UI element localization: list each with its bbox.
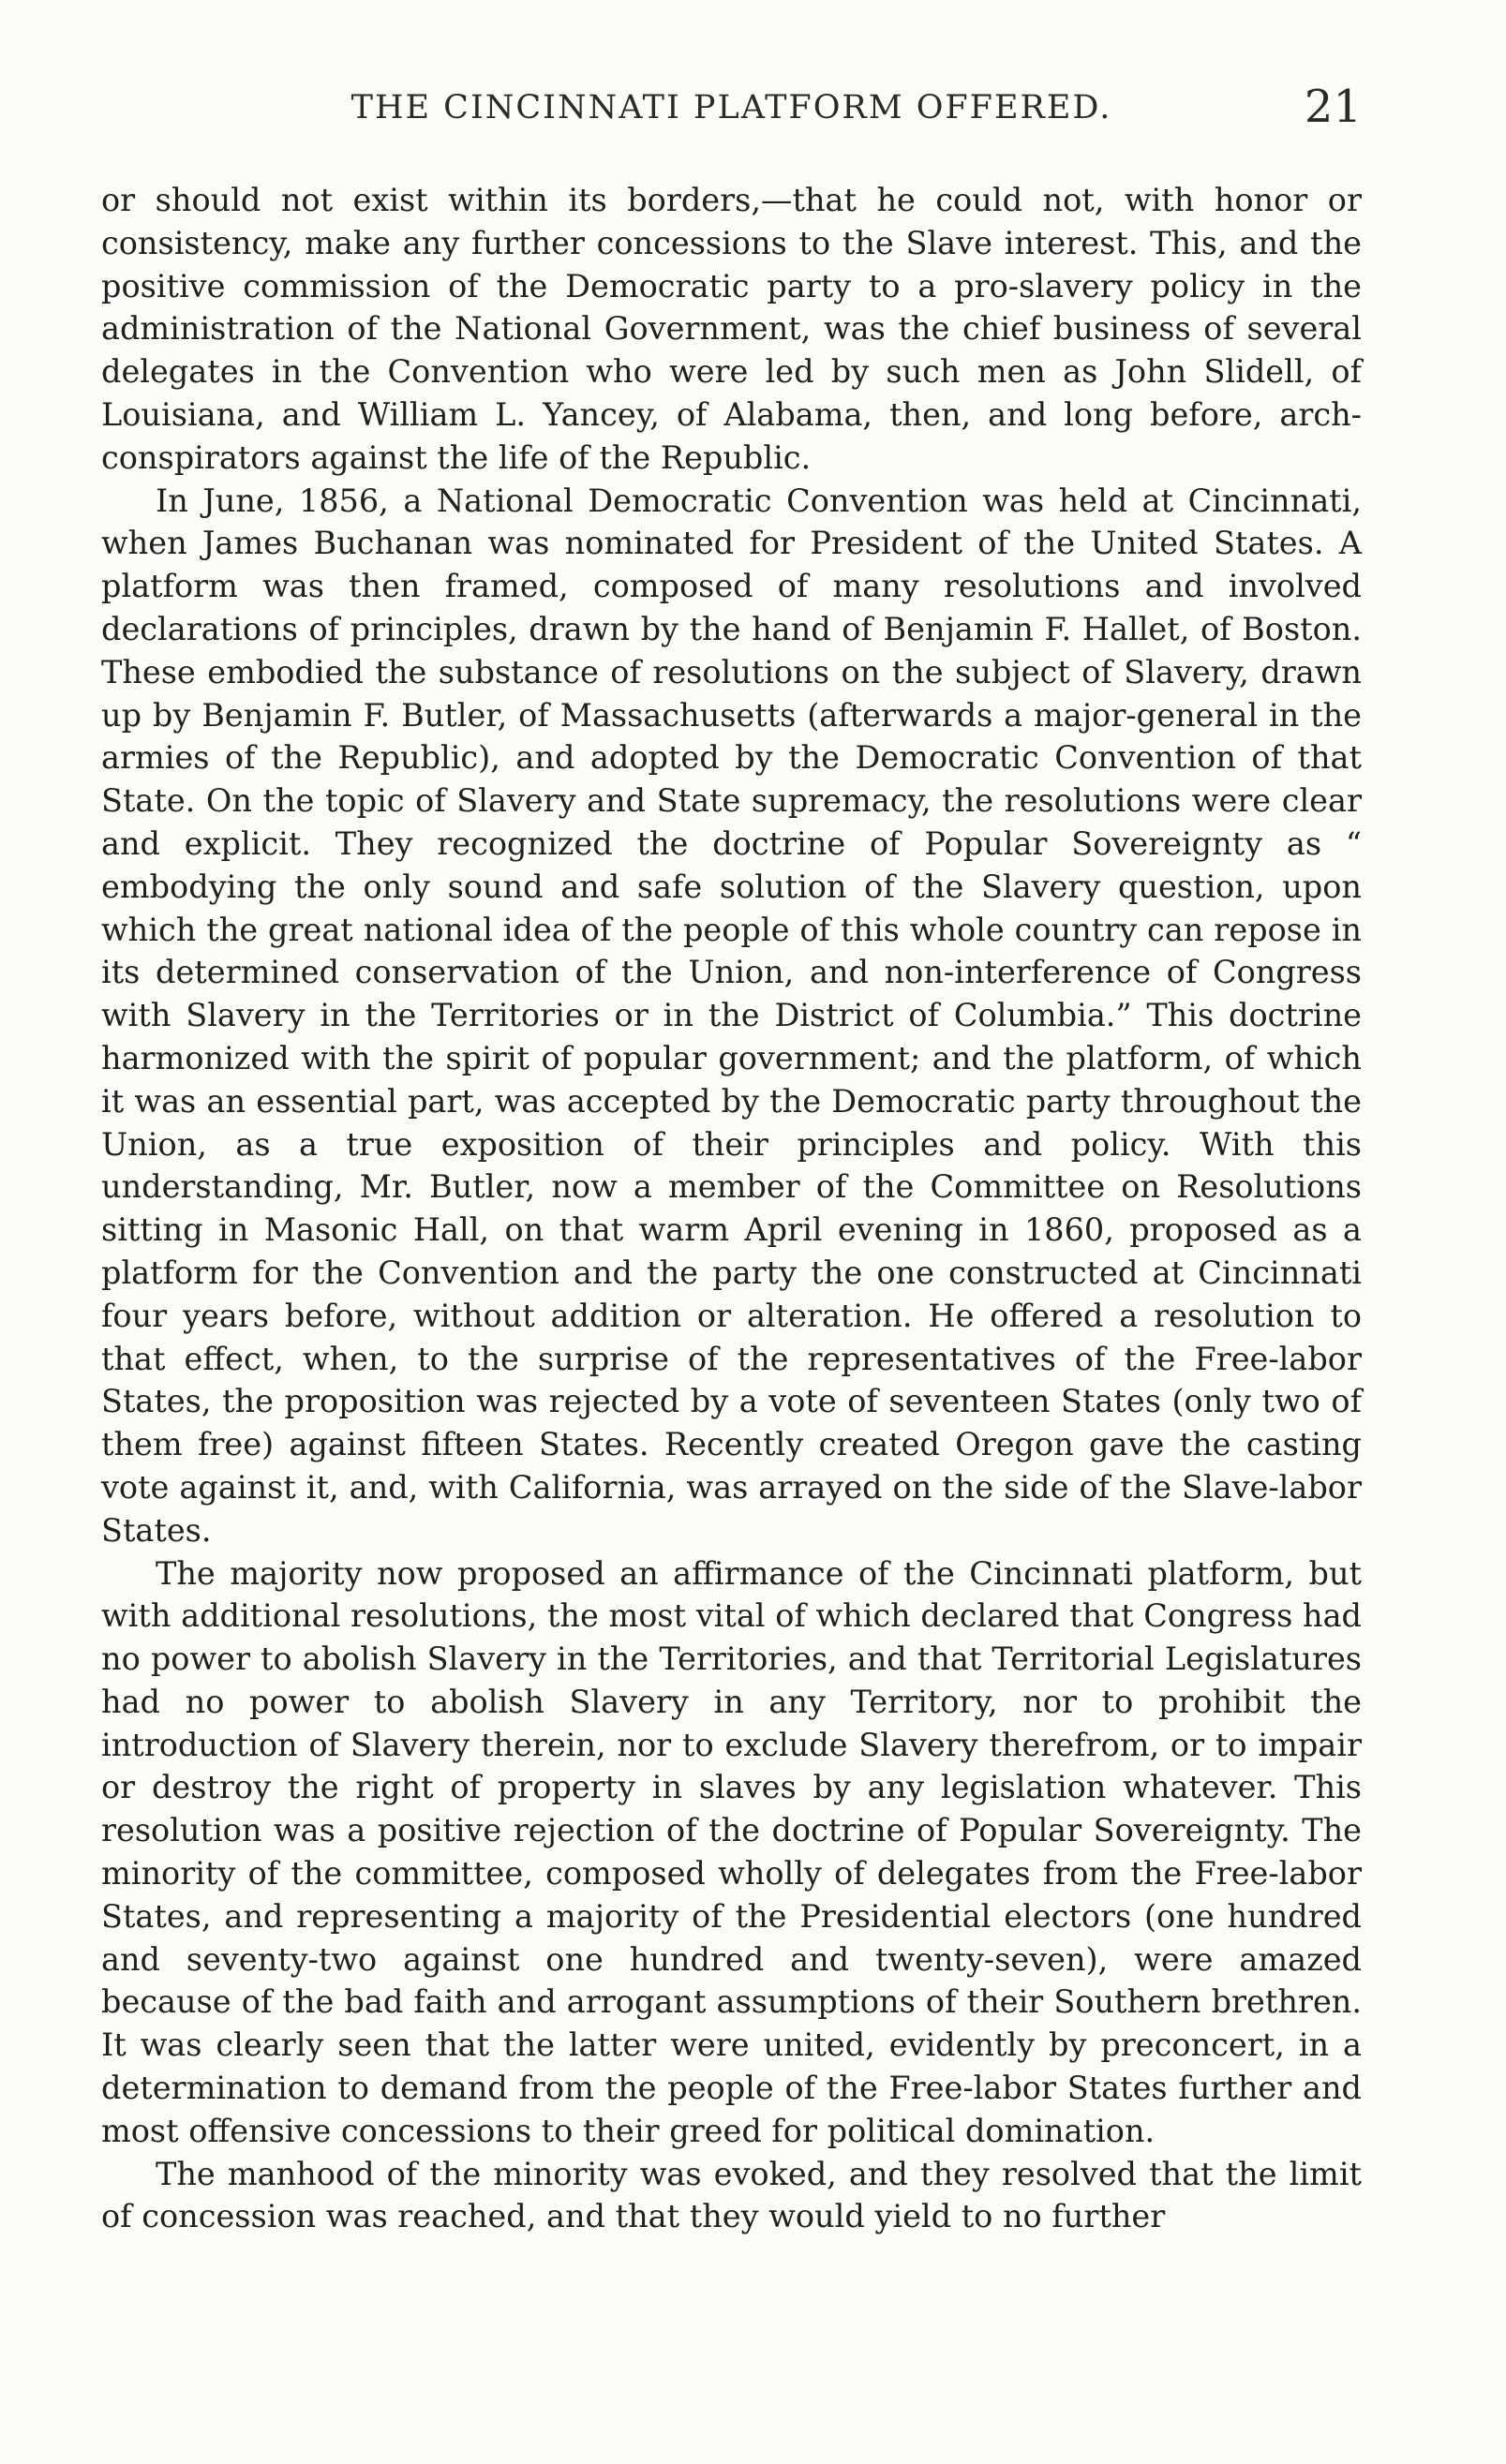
body-text — [101, 179, 1362, 2238]
paragraph-majority-proposal: The majority now proposed an affirmance of the Cincinnati platform, but with additional resolutions, the most vital of which declared that Congress had no power to abolish Slavery in the Territories, and that Territorial Legislatures had no power to abolish Slavery in any Territory, nor to prohibit the introduction of Slavery therein, nor to exclude Slavery therefrom, or to impair or destroy the right of property in slaves by any legislation whatever. This resolution was a positive rejection of the doctrine of Popular Sovereignty. The minority of the committee, composed wholly of delegates from the Free-labor States, and representing a majority of the Presidential electors (one hundred and seventy-two against one hundred and twenty-seven), were amazed because of the bad faith and arrogant assumptions of their Southern brethren. It was clearly seen that the latter were united, evidently by preconcert, in a determination to demand from the people of the Free-labor States further and most offensive concessions to their greed for political domination. — [101, 1554, 1362, 2149]
running-title: THE CINCINNATI PLATFORM OFFERED. — [350, 89, 1112, 126]
page-number: 21 — [1304, 81, 1362, 133]
running-head — [101, 81, 1362, 133]
paragraph-continuation: or should not exist within its borders,—that he could not, with honor or consistency, make any further concessions to the Slave interest. This, and the positive commission of the Democratic party to a pro-slavery policy in the administration of the National Government, was the chief business of several delegates in the Convention who were led by such men as John Slidell, of Louisiana, and William L. Yancey, of Alabama, then, and long before, arch-conspirators against the life of the Republic. — [101, 182, 1362, 476]
paragraph-cincinnati-convention: In June, 1856, a National Democratic Convention was held at Cincinnati, when James Buchanan was nominated for President of the United States. A platform was then framed, composed of many resolutions and involved declarations of principles, drawn by the hand of Benjamin F. Hallet, of Boston. These embodied the substance of resolutions on the subject of Slavery, drawn up by Benjamin F. Butler, of Massachusetts (afterwards a major-general in the armies of the Republic), and adopted by the Democratic Convention of that State. On the topic of Slavery and State supremacy, the resolutions were clear and explicit. They recognized the doctrine of Popular Sovereignty as “ embodying the only sound and safe solution of the Slavery question, upon which the great national idea of the people of this whole country can repose in its determined conservation of the Union, and non-interference of Congress with Slavery in the Territories or in the District of Columbia.” This doctrine harmonized with the spirit of popular government; and the platform, of which it was an essential part, was accepted by the Democratic party throughout the Union, as a true exposition of their principles and policy. With this understanding, Mr. Butler, now a member of the Committee on Resolutions sitting in Masonic Hall, on that warm April evening in 1860, proposed as a platform for the Convention and the party the one constructed at Cincinnati four years before, without addition or alteration. He offered a resolution to that effect, when, to the surprise of the representatives of the Free-labor States, the proposition was rejected by a vote of seventeen States (only two of them free) against fifteen States. Recently created Oregon gave the casting vote against it, and, with California, was arrayed on the side of the Slave-labor States. — [101, 482, 1362, 1549]
paragraph-minority-resolve: The manhood of the minority was evoked, and they resolved that the limit of concession was reached, and that they would yield to no further — [101, 2155, 1362, 2235]
